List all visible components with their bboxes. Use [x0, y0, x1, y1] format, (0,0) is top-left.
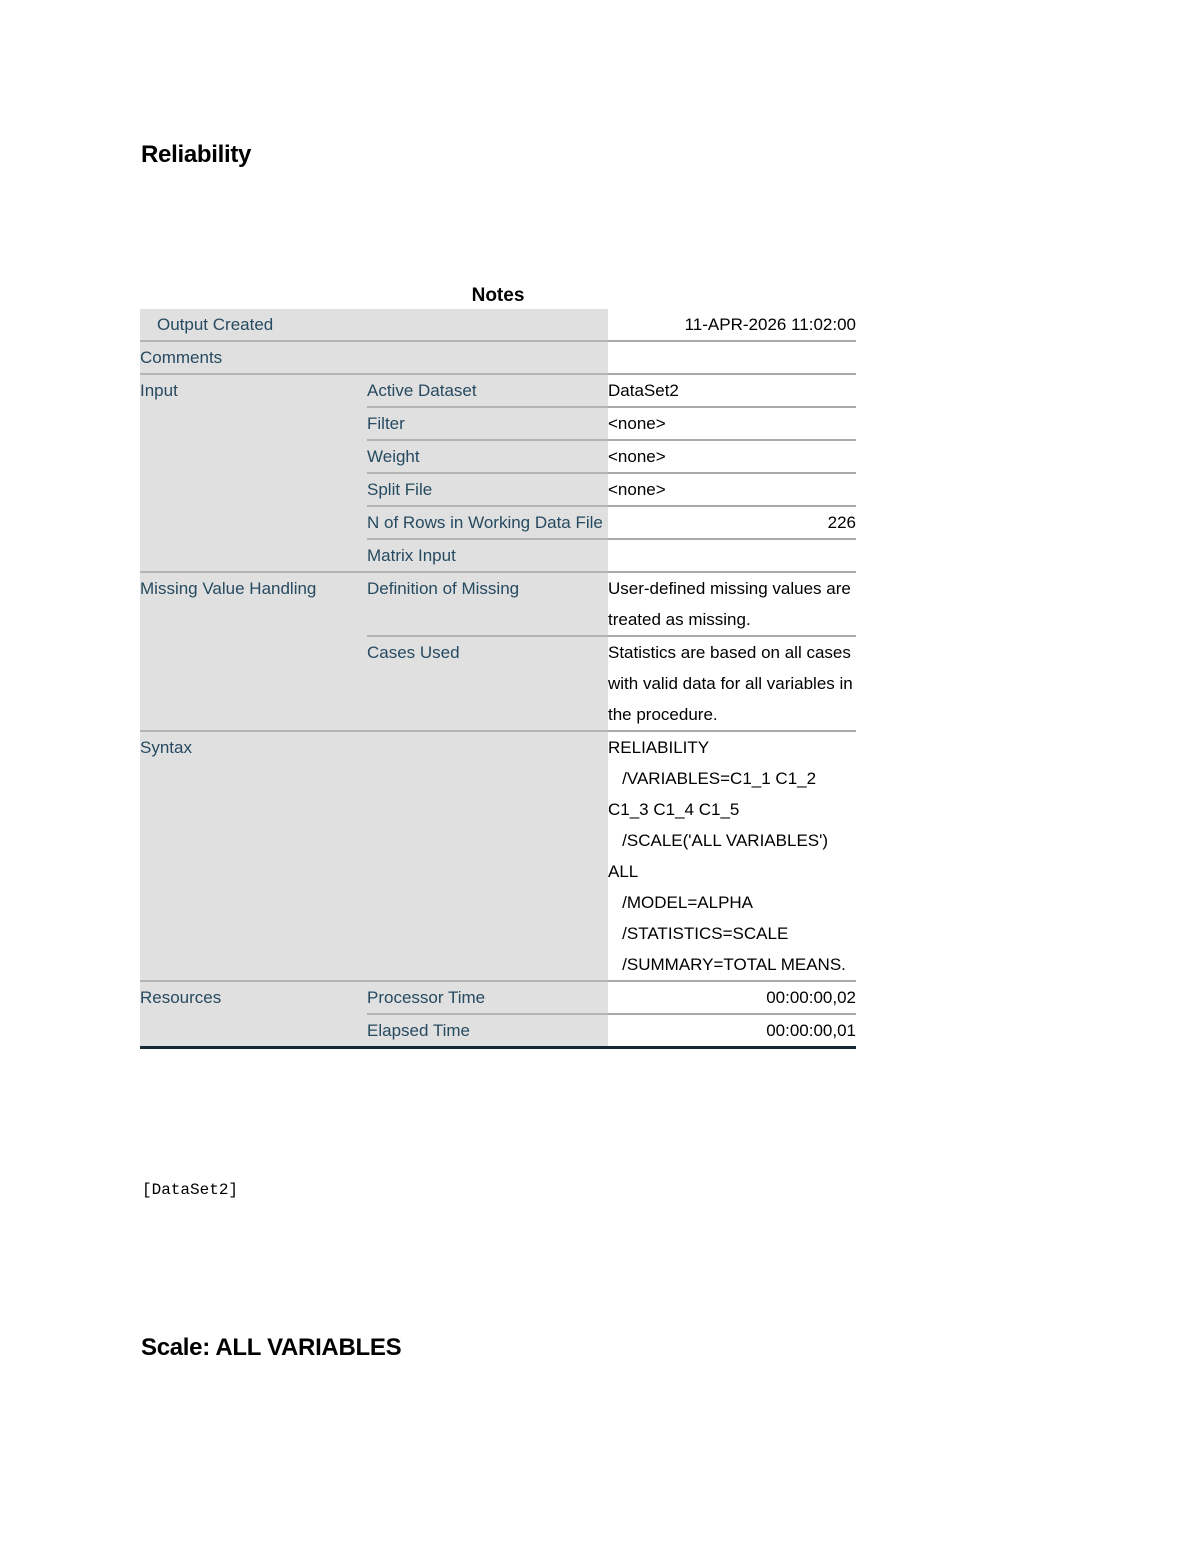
notes-table-title: Notes: [471, 285, 525, 306]
definition-of-missing-label: Definition of Missing: [367, 572, 608, 636]
filter-label: Filter: [367, 407, 608, 440]
cases-used-value: Statistics are based on all cases with valid data for all variables in the procedure.: [608, 636, 856, 731]
filter-value: <none>: [608, 407, 856, 440]
input-label: Input: [140, 374, 367, 572]
page-title: Reliability: [141, 141, 252, 168]
table-row: [140, 374, 856, 407]
processor-time-label: Processor Time: [367, 981, 608, 1014]
table-row: [140, 731, 856, 981]
n-rows-label: N of Rows in Working Data File: [367, 506, 608, 539]
matrix-input-value: [608, 539, 856, 572]
syntax-label: Syntax: [140, 731, 608, 981]
elapsed-time-value: 00:00:00,01: [608, 1014, 856, 1048]
scale-heading: Scale: ALL VARIABLES: [141, 1334, 402, 1361]
active-dataset-label: Active Dataset: [367, 374, 608, 407]
split-file-label: Split File: [367, 473, 608, 506]
table-row: [140, 981, 856, 1014]
comments-label: Comments: [140, 341, 608, 374]
syntax-value: RELIABILITY /VARIABLES=C1_1 C1_2 C1_3 C1_4 C1_5 /SCALE('ALL VARIABLES') ALL /MODEL=ALPHA /STATISTICS=SCALE /SUMMARY=TOTAL MEANS.: [608, 731, 856, 981]
matrix-input-label: Matrix Input: [367, 539, 608, 572]
n-rows-value: 226: [608, 506, 856, 539]
table-row: [140, 309, 856, 341]
dataset-note: [DataSet2]: [142, 1181, 239, 1199]
weight-value: <none>: [608, 440, 856, 473]
definition-of-missing-value: User-defined missing values are treated as missing.: [608, 572, 856, 636]
output-created-value: 11-APR-2026 11:02:00: [608, 309, 856, 341]
comments-value: [608, 341, 856, 374]
notes-table: [140, 309, 856, 1049]
elapsed-time-label: Elapsed Time: [367, 1014, 608, 1048]
resources-label: Resources: [140, 981, 367, 1048]
active-dataset-value: DataSet2: [608, 374, 856, 407]
processor-time-value: 00:00:00,02: [608, 981, 856, 1014]
table-row: [140, 341, 856, 374]
cases-used-label: Cases Used: [367, 636, 608, 731]
weight-label: Weight: [367, 440, 608, 473]
table-row: [140, 572, 856, 636]
split-file-value: <none>: [608, 473, 856, 506]
missing-value-handling-label: Missing Value Handling: [140, 572, 367, 731]
output-created-label: Output Created: [140, 309, 608, 341]
